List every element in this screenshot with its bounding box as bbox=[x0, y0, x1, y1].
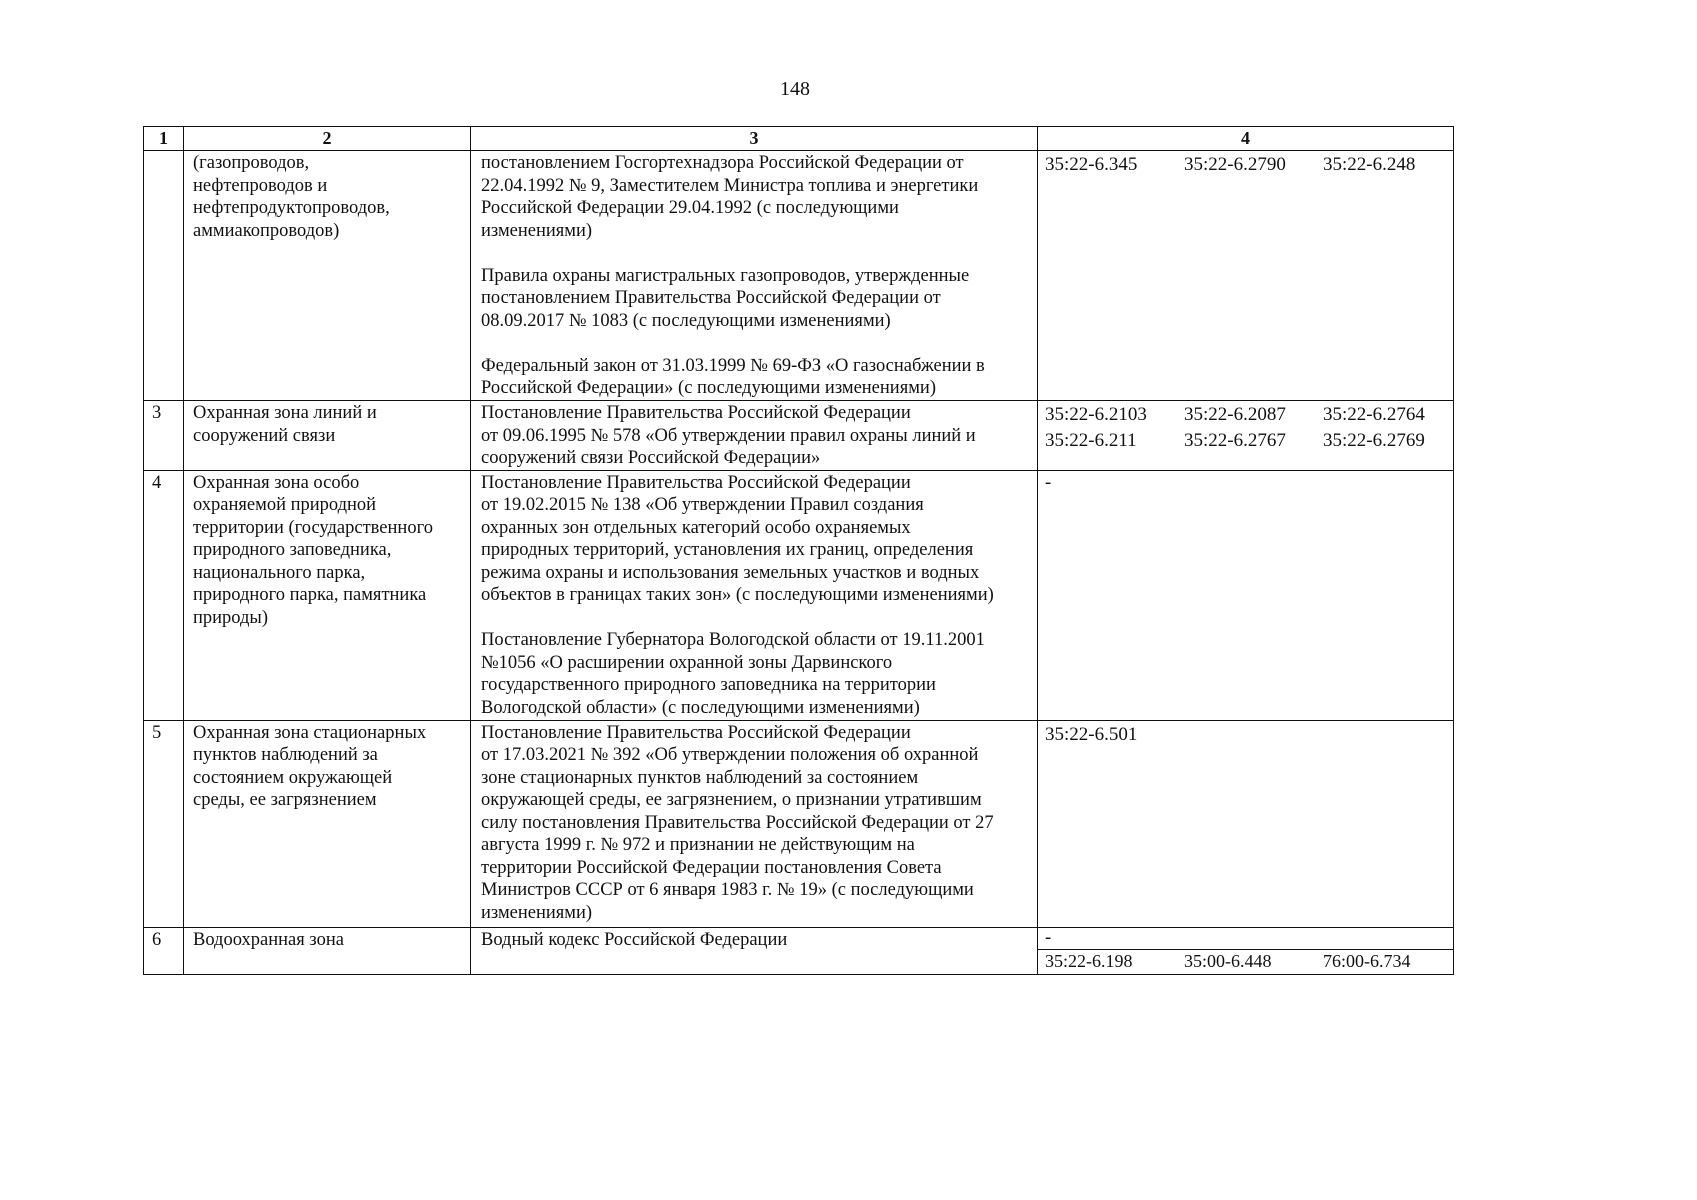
header-col-2: 2 bbox=[184, 127, 471, 151]
registry-codes-empty: - bbox=[1038, 929, 1453, 950]
table-row bbox=[144, 470, 1454, 720]
registry-code: 35:22-6.248 bbox=[1323, 154, 1416, 175]
zone-name: Охранная зона линий и сооружений связи bbox=[193, 403, 377, 446]
registry-codes bbox=[1045, 722, 1453, 748]
registry-codes bbox=[1045, 950, 1453, 972]
zone-name: Водоохранная зона bbox=[193, 929, 344, 950]
document-paragraph: Правила охраны магистральных газопроводов, утвержденные постановлением Правительства Российской Федерации от 08.09.2017 № 1083 (с последующими изменениями) bbox=[481, 265, 970, 331]
registry-code: 76:00-6.734 bbox=[1323, 950, 1411, 971]
document-paragraph: постановлением Госгортехнадзора Российской Федерации от 22.04.1992 № 9, Заместителем Министра топлива и энергетики Российской Федерации 29.04.1992 (с последующими изменениями) bbox=[481, 153, 979, 241]
header-col-1: 1 bbox=[144, 127, 184, 151]
registry-codes bbox=[1045, 402, 1453, 454]
row-number-cell bbox=[144, 151, 184, 401]
document-paragraph: Постановление Губернатора Вологодской области от 19.11.2001 №1056 «О расширении охранной зоны Дарвинского государственного природного заповедника на территории Вологодской области» (с последующими изменениями) bbox=[481, 630, 985, 718]
registry-codes-empty: - bbox=[1045, 472, 1052, 493]
document-paragraph: Федеральный закон от 31.03.1999 № 69-ФЗ «О газоснабжении в Российской Федерации» (с последующими изменениями) bbox=[481, 355, 985, 398]
header-col-4: 4 bbox=[1038, 127, 1454, 151]
registry-code: 35:22-6.501 bbox=[1045, 723, 1138, 745]
zones-table bbox=[143, 126, 1454, 975]
header-col-3: 3 bbox=[471, 127, 1038, 151]
table-row bbox=[144, 927, 1454, 974]
registry-code: 35:22-6.198 bbox=[1045, 950, 1133, 971]
registry-code: 35:22-6.2769 bbox=[1323, 430, 1425, 451]
row-number: 6 bbox=[144, 927, 184, 974]
registry-code: 35:22-6.2764 bbox=[1323, 404, 1425, 425]
row-number: 5 bbox=[144, 720, 184, 927]
row-number: 3 bbox=[144, 401, 184, 471]
zone-name: (газопроводов, нефтепроводов и нефтепродуктопроводов, аммиакопроводов) bbox=[193, 153, 390, 241]
registry-code: 35:22-6.211 bbox=[1045, 430, 1137, 451]
table-row bbox=[144, 401, 1454, 471]
registry-code: 35:22-6.2767 bbox=[1184, 430, 1286, 451]
registry-codes bbox=[1045, 152, 1453, 178]
table-row bbox=[144, 720, 1454, 927]
page-number: 148 bbox=[780, 78, 810, 100]
registry-code: 35:22-6.2103 bbox=[1045, 404, 1147, 425]
table-row bbox=[144, 151, 1454, 401]
document-paragraph: Постановление Правительства Российской Федерации от 19.02.2015 № 138 «Об утверждении Правил создания охранных зон отдельных категорий особо охраняемых природных территорий, установления их границ, определения режима охраны и использования земельных участков и водных объектов в границах таких зон» (с последующими изменениями) bbox=[481, 472, 994, 605]
zone-name: Охранная зона особо охраняемой природной территории (государственного природного заповедника, национального парка, природного парка, памятника природы) bbox=[193, 472, 433, 628]
document-paragraph: Постановление Правительства Российской Федерации от 17.03.2021 № 392 «Об утверждении положения об охранной зоне стационарных пунктов наблюдений за состоянием окружающей среды, ее загрязнением, о признании утратившим силу постановления Правительства Российской Федерации от 27 августа 1999 г. № 972 и признании не действующим на территории Российской Федерации постановления Совета Министров СССР от 6 января 1983 г. № 19» (с последующими изменениями) bbox=[481, 722, 994, 923]
table-header-row bbox=[144, 127, 1454, 151]
zone-name: Охранная зона стационарных пунктов наблюдений за состоянием окружающей среды, ее загрязнением bbox=[193, 722, 427, 810]
document-paragraph: Водный кодекс Российской Федерации bbox=[481, 929, 788, 950]
registry-code: 35:22-6.345 bbox=[1045, 154, 1138, 175]
registry-code: 35:00-6.448 bbox=[1184, 950, 1272, 971]
document-paragraph: Постановление Правительства Российской Федерации от 09.06.1995 № 578 «Об утверждении правил охраны линий и сооружений связи Российской Федерации» bbox=[481, 403, 976, 468]
registry-code: 35:22-6.2790 bbox=[1184, 154, 1286, 175]
row-number: 4 bbox=[144, 470, 184, 720]
registry-code: 35:22-6.2087 bbox=[1184, 404, 1286, 425]
